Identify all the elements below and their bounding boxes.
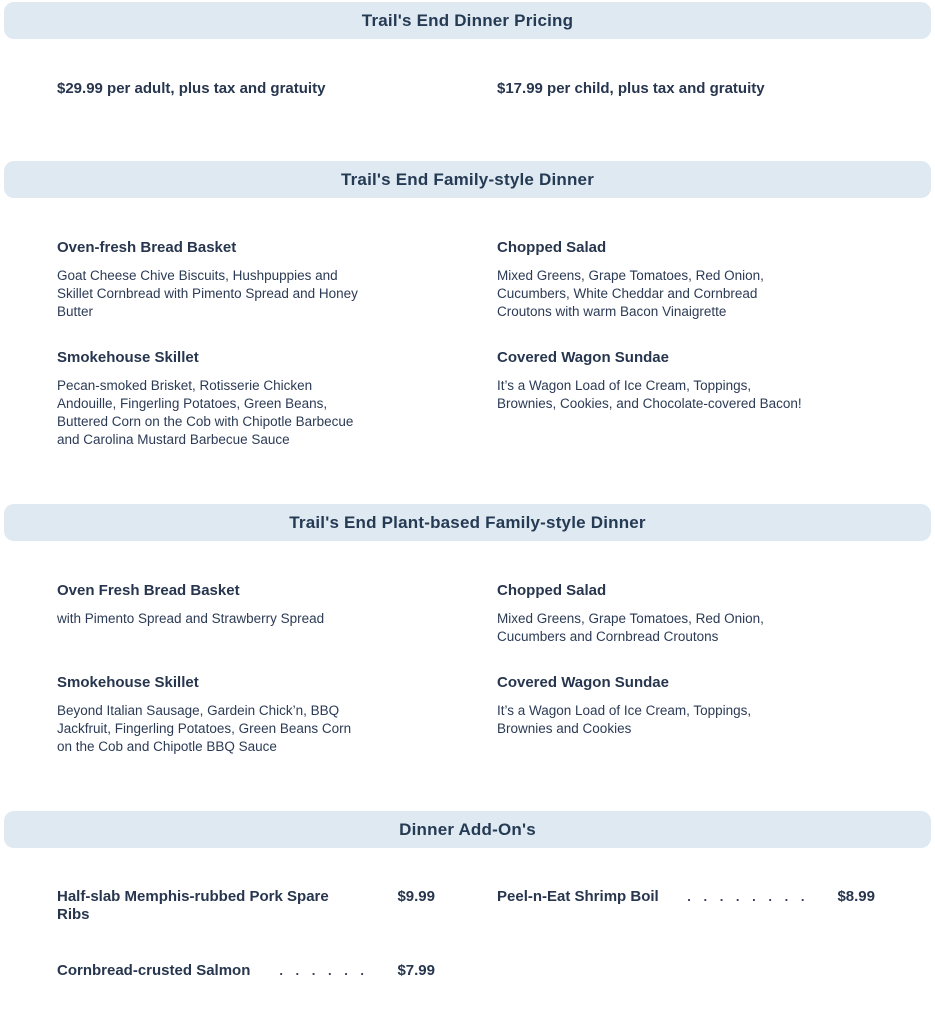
menu-item-covered-wagon-sundae: [497, 674, 910, 756]
item-description: Mixed Greens, Grape Tomatoes, Red Onion, Cucumbers and Cornbread Croutons: [497, 611, 764, 644]
item-description: Goat Cheese Chive Biscuits, Hushpuppies and Skillet Cornbread with Pimento Spread and Honey Butter: [57, 268, 358, 319]
item-name: Chopped Salad: [497, 239, 607, 256]
item-description: Mixed Greens, Grape Tomatoes, Red Onion, Cucumbers, White Cheddar and Cornbread Croutons with warm Bacon Vinaigrette: [497, 268, 764, 319]
dot-leader: . . . . . .: [279, 963, 365, 978]
item-name: Oven-fresh Bread Basket: [57, 239, 237, 256]
family-items-grid: [57, 239, 910, 449]
item-name: Oven Fresh Bread Basket: [57, 582, 240, 599]
child-price-text: $17.99 per child, plus tax and gratuity: [497, 80, 765, 97]
item-name: Covered Wagon Sundae: [497, 674, 669, 691]
addon-item-cornbread-crusted-salmon: [57, 962, 435, 980]
menu-item-smokehouse-skillet: [57, 674, 497, 756]
item-name: Smokehouse Skillet: [57, 349, 199, 366]
addon-name: Cornbread-crusted Salmon: [57, 962, 251, 979]
section-header-dinner-add-ons: [4, 811, 931, 848]
addon-price: $8.99: [837, 888, 875, 905]
menu-item-oven-fresh-bread-basket: [57, 582, 497, 646]
menu-item-chopped-salad: [497, 239, 910, 321]
section-header-dinner-pricing: [4, 2, 931, 39]
addon-name: Peel-n-Eat Shrimp Boil: [497, 888, 659, 905]
item-name: Smokehouse Skillet: [57, 674, 199, 691]
item-description: Beyond Italian Sausage, Gardein Chick’n, BBQ Jackfruit, Fingerling Potatoes, Green Beans Corn on the Cob and Chipotle BBQ Sauce: [57, 703, 352, 754]
section-header-family-style-dinner: [4, 161, 931, 198]
addons-grid: [57, 888, 910, 980]
adult-price-text: $29.99 per adult, plus tax and gratuity: [57, 80, 326, 97]
item-description: Pecan-smoked Brisket, Rotisserie Chicken Andouille, Fingerling Potatoes, Green Beans, Buttered Corn on the Cob with Chipotle Barbecue and Carolina Mustard Barbecue Sauce: [57, 378, 354, 447]
menu-item-chopped-salad: [497, 582, 910, 646]
item-name: Covered Wagon Sundae: [497, 349, 669, 366]
menu-item-oven-fresh-bread-basket: [57, 239, 497, 321]
section-title: Dinner Add-On's: [399, 819, 536, 839]
item-description: with Pimento Spread and Strawberry Spread: [57, 611, 325, 626]
plant-based-items-grid: [57, 582, 910, 756]
dot-leader: . . . . . . . .: [687, 889, 805, 904]
addon-name: Half-slab Memphis-rubbed Pork Spare Ribs: [57, 888, 329, 923]
menu-page: [0, 2, 935, 980]
section-title: Trail's End Dinner Pricing: [361, 10, 574, 30]
item-name: Chopped Salad: [497, 582, 607, 599]
addon-price: $9.99: [397, 888, 435, 905]
section-header-plant-based-dinner: [4, 504, 931, 541]
menu-item-smokehouse-skillet: [57, 349, 497, 449]
menu-item-covered-wagon-sundae: [497, 349, 910, 449]
addon-item-shrimp-boil: [497, 888, 875, 924]
addon-price: $7.99: [397, 962, 435, 979]
item-description: It’s a Wagon Load of Ice Cream, Toppings, Brownies, Cookies, and Chocolate-covered Bacon!: [497, 378, 802, 411]
addon-item-pork-spare-ribs: [57, 888, 435, 924]
section-title: Trail's End Plant-based Family-style Dinner: [289, 512, 646, 532]
pricing-grid: [57, 80, 910, 98]
item-description: It’s a Wagon Load of Ice Cream, Toppings, Brownies and Cookies: [497, 703, 752, 736]
section-title: Trail's End Family-style Dinner: [340, 169, 595, 189]
